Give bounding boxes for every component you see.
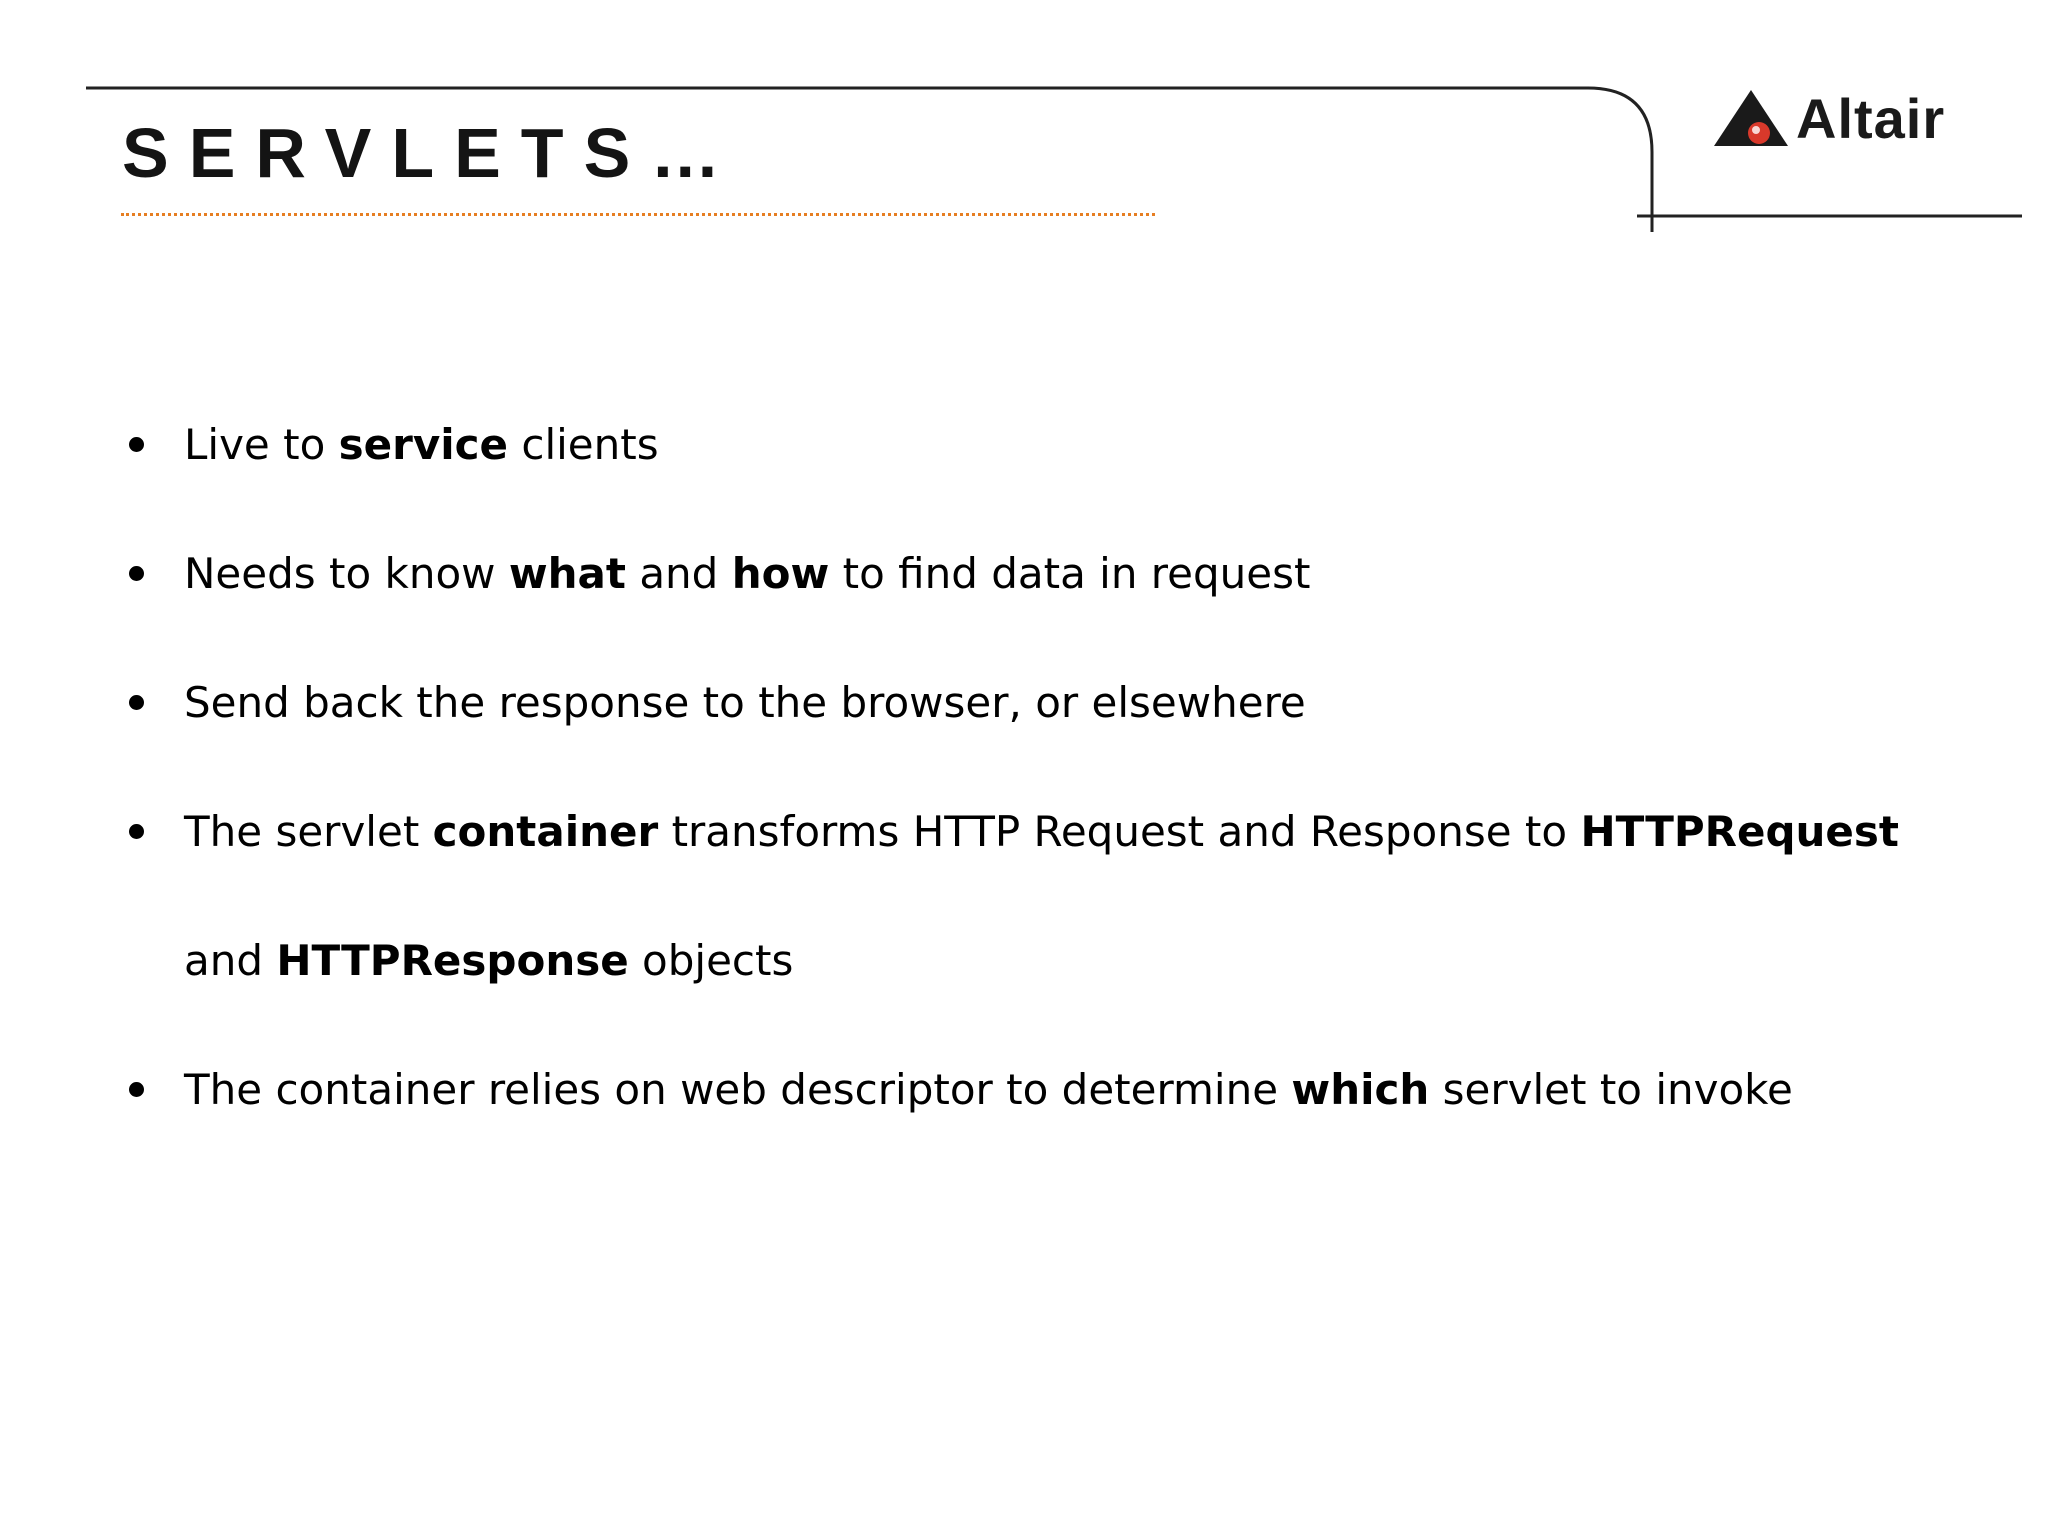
bullet-text: Needs to know bbox=[184, 549, 509, 598]
bullet-text: The servlet bbox=[184, 807, 433, 856]
title-underline bbox=[121, 213, 1155, 216]
bullet-text: clients bbox=[508, 420, 659, 469]
bullet-text-bold: what bbox=[508, 549, 626, 598]
bullet-text: to find data in request bbox=[829, 549, 1311, 598]
logo-dot-highlight bbox=[1752, 126, 1760, 134]
logo-text: Altair bbox=[1796, 87, 1946, 150]
bullet-item bbox=[124, 380, 1984, 509]
bullet-text: The container relies on web descriptor to determine bbox=[184, 1065, 1292, 1114]
bullet-text-bold: which bbox=[1291, 1065, 1430, 1114]
bullet-item bbox=[124, 1025, 1984, 1154]
bullet-text-bold: HTTPRequest bbox=[1580, 807, 1899, 856]
altair-triangle-logo-icon bbox=[1712, 88, 1790, 150]
bullet-list bbox=[124, 380, 1984, 1154]
bullet-text-bold: HTTPResponse bbox=[276, 936, 629, 985]
bullet-text: objects bbox=[628, 936, 794, 985]
bullet-text: Live to bbox=[184, 420, 339, 469]
bullet-text: Send back the response to the browser, or elsewhere bbox=[184, 678, 1306, 727]
bullet-text: servlet to invoke bbox=[1429, 1065, 1793, 1114]
bullet-item bbox=[124, 509, 1984, 638]
bullet-item bbox=[124, 767, 1984, 1025]
bullet-text: transforms HTTP Request and Response to bbox=[658, 807, 1581, 856]
bullet-text-bold: service bbox=[338, 420, 508, 469]
altair-logo bbox=[1712, 84, 1945, 154]
bullet-text: and bbox=[184, 936, 277, 985]
bullet-text: and bbox=[625, 549, 732, 598]
bullet-text-bold: container bbox=[432, 807, 659, 856]
slide-title: SERVLETS… bbox=[122, 114, 741, 192]
bullet-text-bold: how bbox=[731, 549, 830, 598]
logo-dot bbox=[1748, 122, 1770, 144]
bullet-item bbox=[124, 638, 1984, 767]
